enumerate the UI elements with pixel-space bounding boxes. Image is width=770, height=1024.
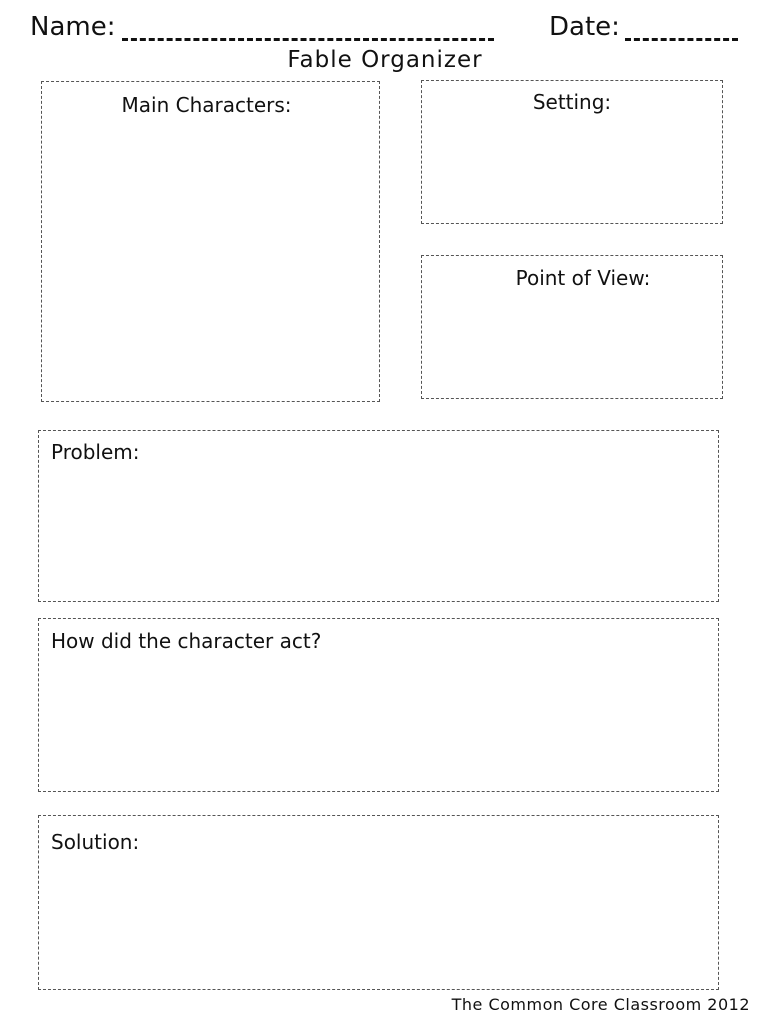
problem-box[interactable] [38, 430, 719, 602]
point-of-view-box[interactable] [421, 255, 723, 399]
character-act-box[interactable] [38, 618, 719, 792]
page-title [0, 47, 770, 73]
main-characters-label: Main Characters: [121, 93, 292, 117]
solution-box[interactable] [38, 815, 719, 990]
character-act-label: How did the character act? [51, 629, 322, 653]
point-of-view-label: Point of View: [515, 266, 651, 290]
solution-label: Solution: [51, 830, 140, 854]
date-blank-line[interactable] [625, 38, 738, 41]
name-label: Name: [30, 12, 116, 42]
footer-credit: The Common Core Classroom 2012 [451, 995, 750, 1014]
date-label: Date: [549, 12, 620, 42]
problem-label: Problem: [51, 440, 140, 464]
name-blank-line[interactable] [122, 38, 494, 41]
setting-label: Setting: [532, 90, 612, 114]
setting-box[interactable] [421, 80, 723, 224]
main-characters-box[interactable] [41, 81, 380, 402]
page-title-text: Fable Organizer [287, 47, 483, 73]
